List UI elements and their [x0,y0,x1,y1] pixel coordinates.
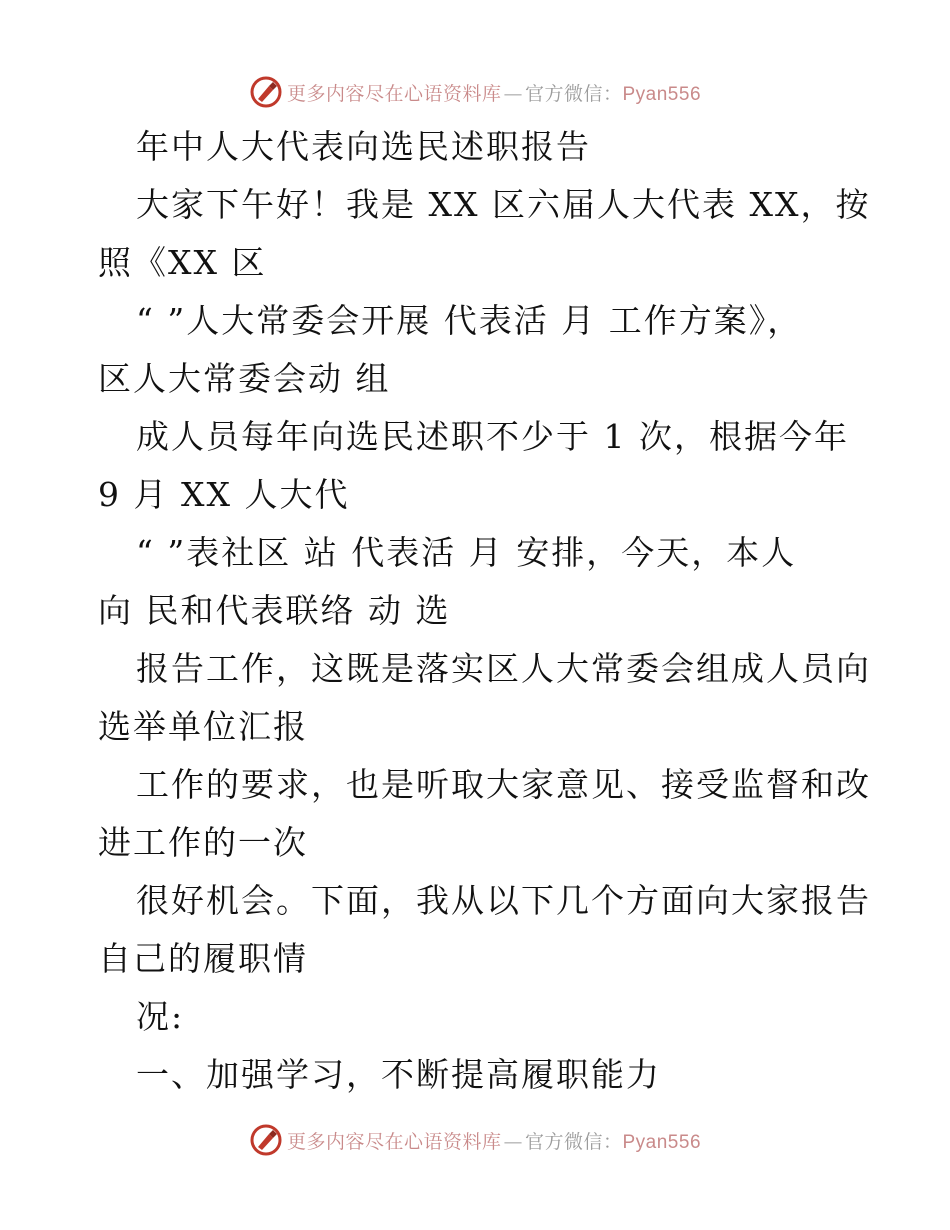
watermark-official: 官方微信： [524,82,623,105]
watermark-wechat-id: Pyan556 [622,1131,702,1153]
paragraph-line: “ ”表社区 站 代表活 月 安排，今天，本人 [136,533,797,572]
watermark-separator: — [503,82,523,105]
watermark-text [287,1127,701,1154]
paragraph-line: 照《XX 区 [98,243,267,282]
paragraph-line: 工作的要求，也是听取大家意见、接受监督和改 [136,765,871,804]
paragraph-line: 自己的履职情 [98,939,308,978]
pen-logo-icon [249,75,283,109]
document-body [98,118,871,1104]
watermark-brand: 更多内容尽在心语资料库 [286,1130,502,1153]
document-title: 年中人大代表向选民述职报告 [136,127,591,166]
header-watermark [0,72,950,112]
pen-logo-icon [249,1123,283,1157]
paragraph-line: 9 月 XX 人大代 [98,475,350,514]
footer-watermark [0,1120,950,1160]
paragraph-line: 进工作的一次 [98,823,308,862]
paragraph-line: 很好机会。下面，我从以下几个方面向大家报告 [136,881,871,920]
watermark-official: 官方微信： [524,1130,623,1153]
paragraph-line: 报告工作，这既是落实区人大常委会组成人员向 [136,649,871,688]
paragraph-line: 选举单位汇报 [98,707,308,746]
paragraph-line: 向 民和代表联络 动 选 [98,591,451,630]
watermark-brand: 更多内容尽在心语资料库 [286,82,502,105]
watermark-wechat-id: Pyan556 [622,83,702,105]
section-heading: 一、加强学习，不断提高履职能力 [136,1055,661,1094]
paragraph-line: 成人员每年向选民述职不少于 1 次，根据今年 [136,417,849,456]
watermark-text [287,79,701,106]
paragraph-line: 大家下午好！我是 XX 区六届人大代表 XX，按 [136,185,871,224]
paragraph-line: 况: [136,997,185,1036]
paragraph-line: 区人大常委会动 组 [98,359,391,398]
watermark-separator: — [503,1130,523,1153]
paragraph-line: “ ”人大常委会开展 代表活 月 工作方案》， [136,301,803,340]
